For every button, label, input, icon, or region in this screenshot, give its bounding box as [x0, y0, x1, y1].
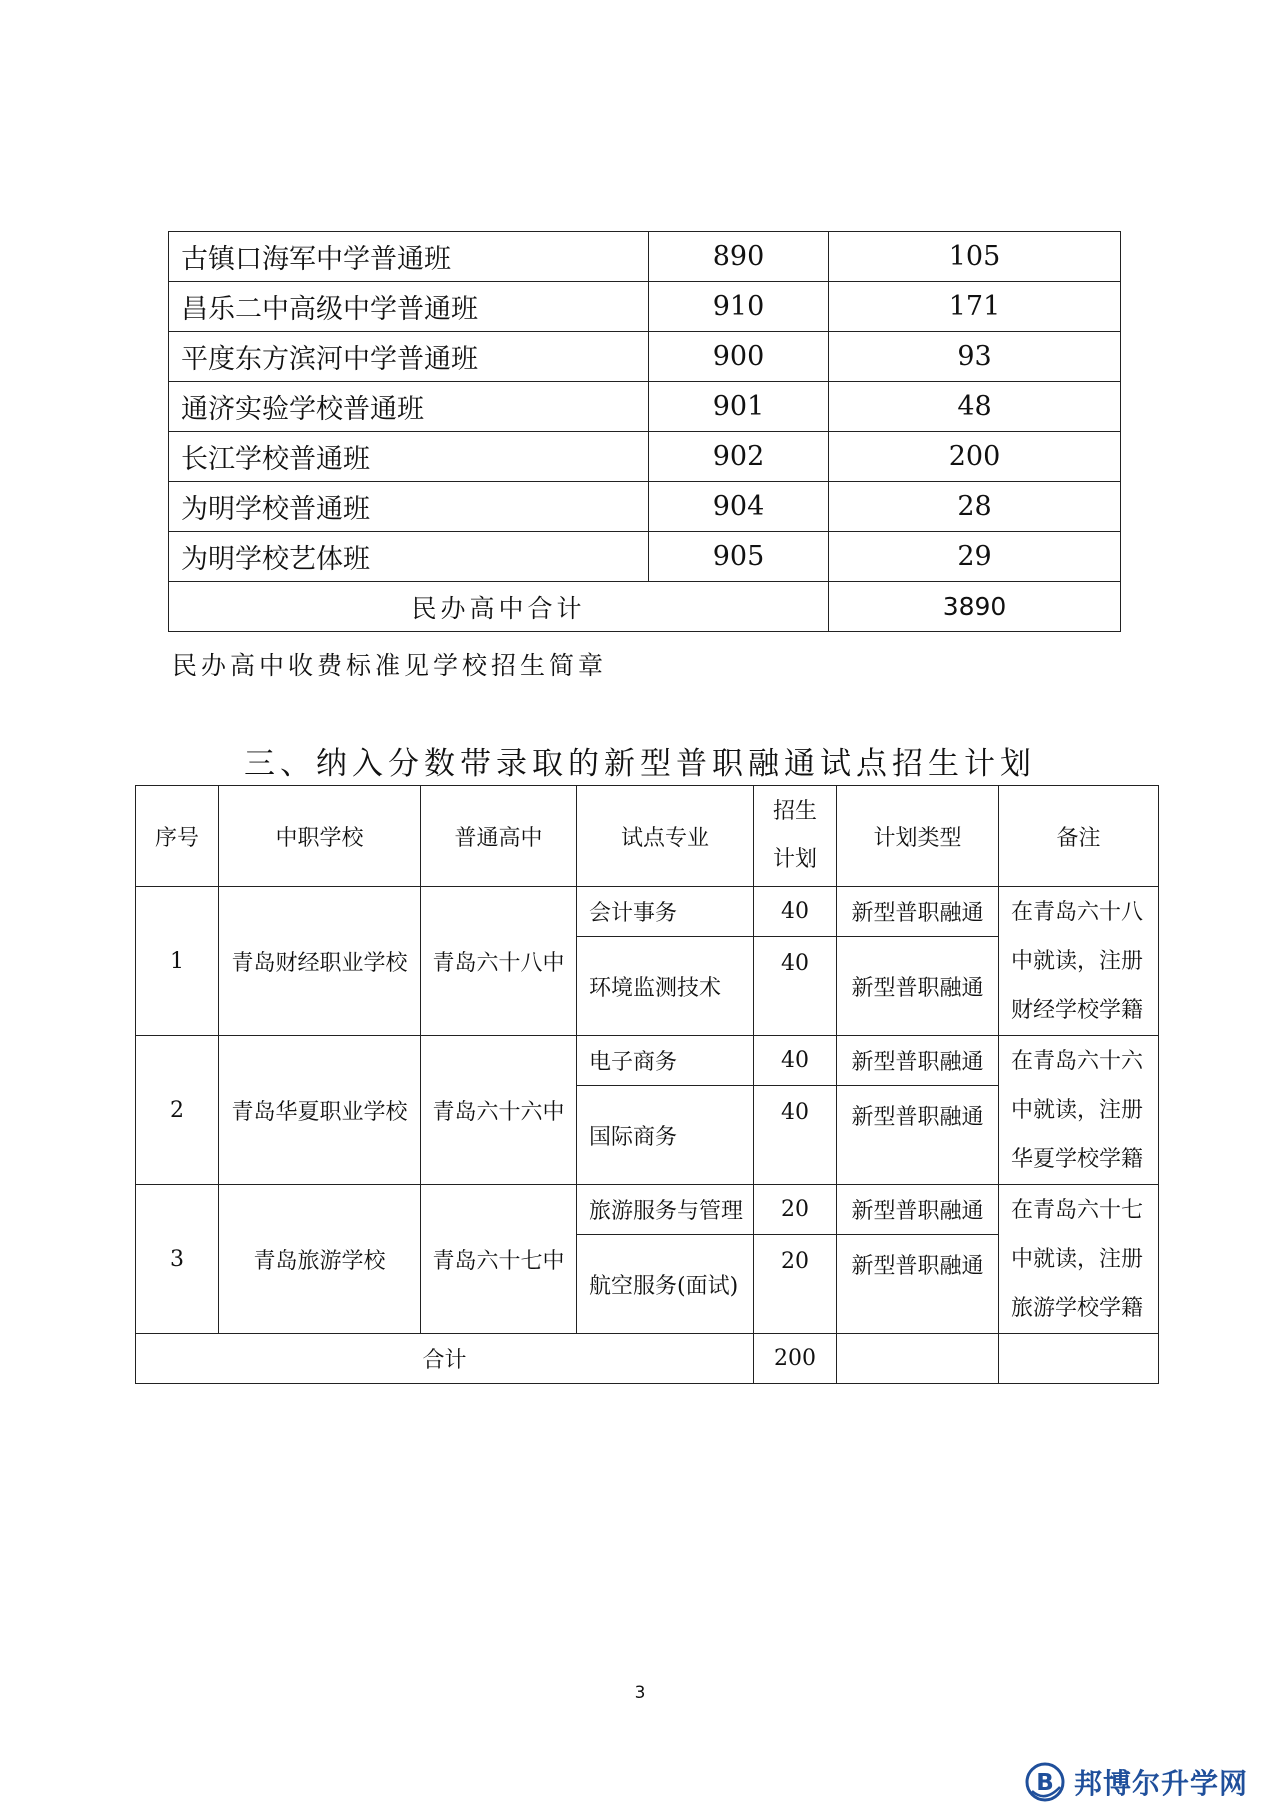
- high-school: 青岛六十八中: [421, 887, 577, 1036]
- school-name: 古镇口海军中学普通班: [169, 232, 649, 282]
- total-row: [136, 1334, 1159, 1384]
- header-vocational-school: 中职学校: [219, 786, 421, 887]
- table-row: [136, 1036, 1159, 1086]
- remark-line: 华夏学校学籍: [1011, 1146, 1144, 1172]
- header-major: 试点专业: [577, 786, 754, 887]
- total-label: 民办高中合计: [169, 582, 829, 632]
- header-index: 序号: [136, 786, 219, 887]
- remarks: [999, 1185, 1159, 1334]
- school-name: 平度东方滨河中学普通班: [169, 332, 649, 382]
- table-row: [136, 887, 1159, 937]
- major-count: 40: [754, 887, 837, 937]
- total-value: 200: [754, 1334, 837, 1384]
- total-value: 3890: [829, 582, 1121, 632]
- school-code: 910: [649, 282, 829, 332]
- row-index: 1: [136, 887, 219, 1036]
- major-name: 旅游服务与管理: [577, 1185, 754, 1235]
- private-school-table: [168, 231, 1121, 632]
- table-row: [169, 332, 1121, 382]
- plan-type: 新型普职融通: [837, 1235, 999, 1334]
- school-code: 901: [649, 382, 829, 432]
- table-row: [169, 532, 1121, 582]
- remarks: [999, 887, 1159, 1036]
- section-title: 三、纳入分数带录取的新型普职融通试点招生计划: [244, 746, 1036, 782]
- plan-type: 新型普职融通: [837, 937, 999, 1036]
- major-name: 国际商务: [577, 1086, 754, 1185]
- major-count: 40: [754, 1086, 837, 1185]
- school-name: 昌乐二中高级中学普通班: [169, 282, 649, 332]
- table-row: [169, 382, 1121, 432]
- enrollment-count: 200: [829, 432, 1121, 482]
- enrollment-count: 105: [829, 232, 1121, 282]
- enrollment-count: 28: [829, 482, 1121, 532]
- school-code: 905: [649, 532, 829, 582]
- plan-type: 新型普职融通: [837, 887, 999, 937]
- watermark-text: 邦博尔升学网: [1074, 1767, 1249, 1800]
- pilot-plan-table: [135, 785, 1159, 1384]
- major-name: 环境监测技术: [577, 937, 754, 1036]
- remark-line: 中就读，注册: [1011, 1246, 1144, 1272]
- vocational-school: 青岛华夏职业学校: [219, 1036, 421, 1185]
- table-row: [169, 282, 1121, 332]
- total-row: [169, 582, 1121, 632]
- major-count: 40: [754, 937, 837, 1036]
- enrollment-count: 171: [829, 282, 1121, 332]
- school-code: 900: [649, 332, 829, 382]
- school-name: 长江学校普通班: [169, 432, 649, 482]
- header-plan-type: 计划类型: [837, 786, 999, 887]
- high-school: 青岛六十七中: [421, 1185, 577, 1334]
- empty-cell: [837, 1334, 999, 1384]
- remark-line: 财经学校学籍: [1011, 997, 1144, 1023]
- vocational-school: 青岛财经职业学校: [219, 887, 421, 1036]
- table-row: [136, 1185, 1159, 1235]
- remark-line: 中就读，注册: [1011, 1097, 1144, 1123]
- major-name: 航空服务(面试): [577, 1235, 754, 1334]
- school-name: 为明学校艺体班: [169, 532, 649, 582]
- remarks: [999, 1036, 1159, 1185]
- major-name: 电子商务: [577, 1036, 754, 1086]
- enrollment-count: 48: [829, 382, 1121, 432]
- enrollment-count: 29: [829, 532, 1121, 582]
- header-high-school: 普通高中: [421, 786, 577, 887]
- major-count: 20: [754, 1185, 837, 1235]
- remark-line: 旅游学校学籍: [1011, 1295, 1144, 1321]
- enrollment-count: 93: [829, 332, 1121, 382]
- remark-line: 在青岛六十六: [1011, 1048, 1144, 1074]
- header-row: [136, 786, 1159, 887]
- remark-line: 在青岛六十七: [1011, 1197, 1144, 1223]
- plan-type: 新型普职融通: [837, 1086, 999, 1185]
- major-count: 20: [754, 1235, 837, 1334]
- school-code: 890: [649, 232, 829, 282]
- b-logo-icon: [1024, 1761, 1066, 1803]
- total-label: 合计: [136, 1334, 754, 1384]
- major-name: 会计事务: [577, 887, 754, 937]
- remark-line: 中就读，注册: [1011, 948, 1144, 974]
- major-count: 40: [754, 1036, 837, 1086]
- header-plan-line1: 招生: [772, 799, 817, 824]
- fee-note: 民办高中收费标准见学校招生简章: [172, 651, 608, 680]
- plan-type: 新型普职融通: [837, 1185, 999, 1235]
- table-row: [169, 482, 1121, 532]
- vocational-school: 青岛旅游学校: [219, 1185, 421, 1334]
- header-remarks: 备注: [999, 786, 1159, 887]
- school-name: 通济实验学校普通班: [169, 382, 649, 432]
- row-index: 3: [136, 1185, 219, 1334]
- high-school: 青岛六十六中: [421, 1036, 577, 1185]
- table-row: [169, 432, 1121, 482]
- school-name: 为明学校普通班: [169, 482, 649, 532]
- page-number: 3: [634, 1683, 646, 1703]
- remark-line: 在青岛六十八: [1011, 899, 1144, 925]
- logo-letter: B: [1036, 1770, 1054, 1796]
- header-plan-line2: 计划: [772, 847, 817, 872]
- empty-cell: [999, 1334, 1159, 1384]
- school-code: 902: [649, 432, 829, 482]
- row-index: 2: [136, 1036, 219, 1185]
- watermark: [1024, 1760, 1248, 1804]
- table-row: [169, 232, 1121, 282]
- header-plan: [754, 786, 837, 887]
- school-code: 904: [649, 482, 829, 532]
- plan-type: 新型普职融通: [837, 1036, 999, 1086]
